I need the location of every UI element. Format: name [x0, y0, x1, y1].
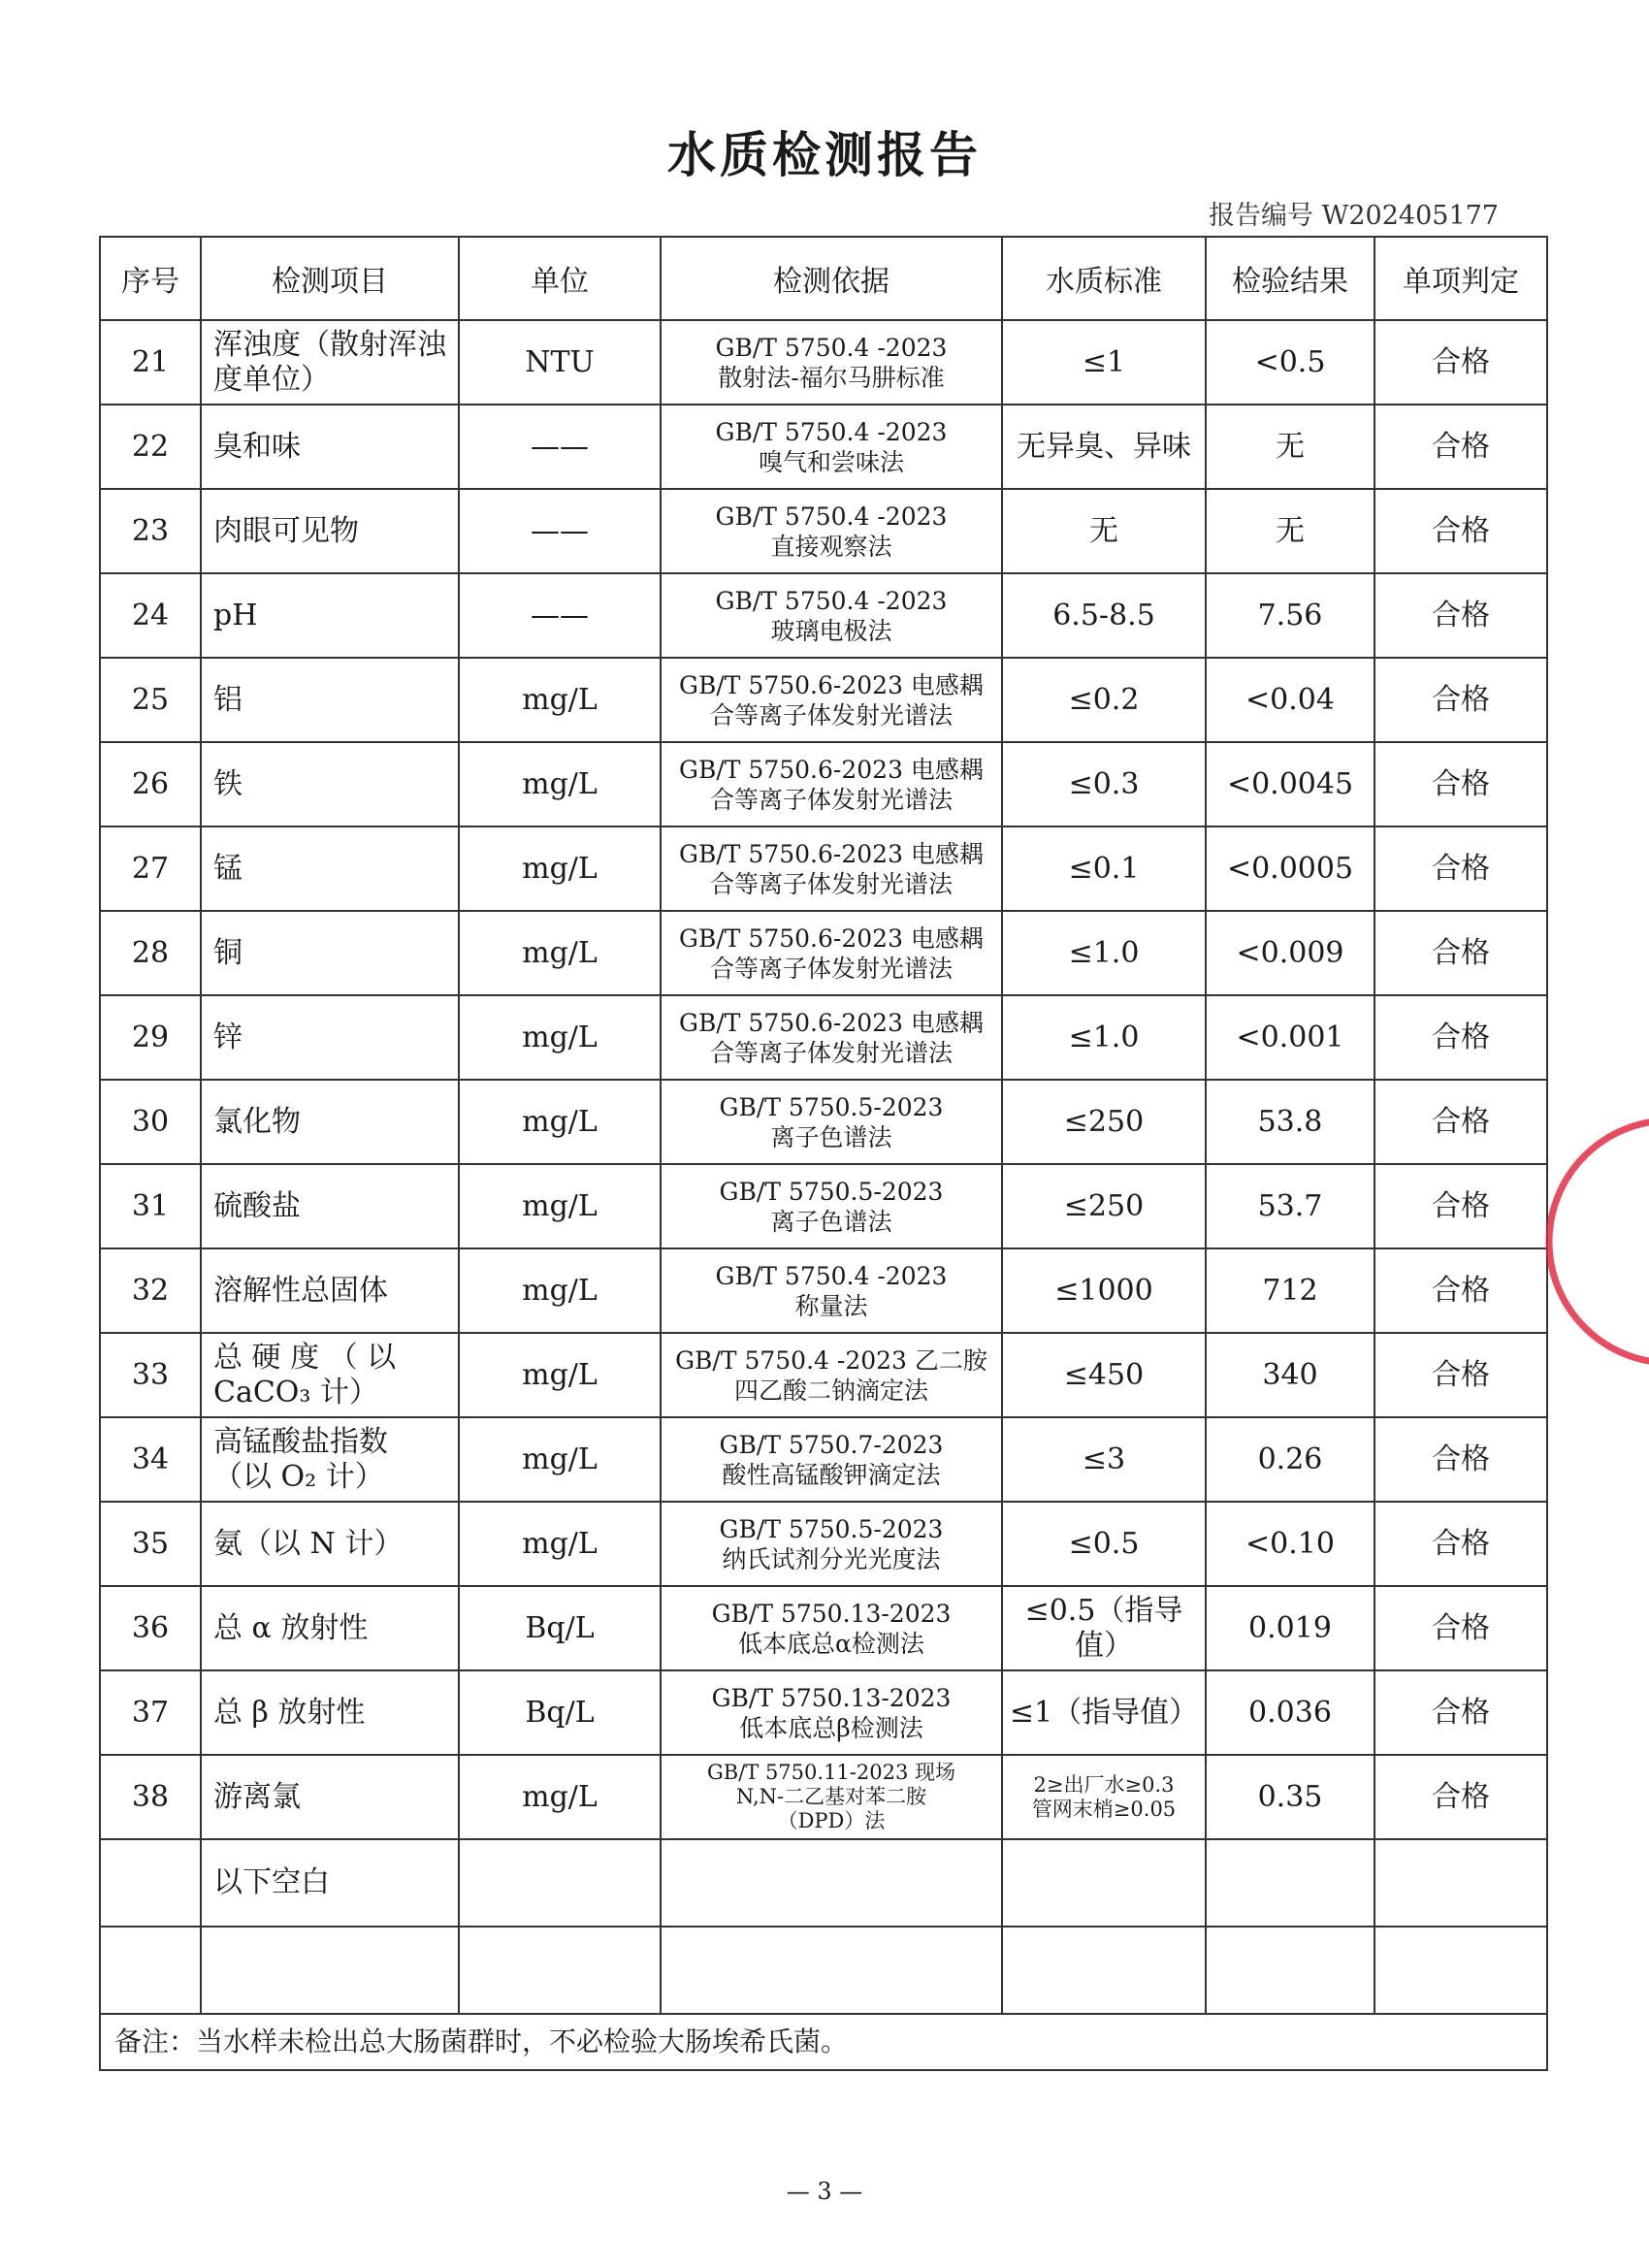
page-title: 水质检测报告 — [667, 127, 982, 183]
cell-result: 53.7 — [1206, 1164, 1374, 1248]
cell-result: 无 — [1206, 489, 1374, 573]
blank-cell — [1374, 1927, 1547, 2014]
cell-standard: ≤3 — [1002, 1417, 1206, 1502]
cell-standard: ≤0.5（指导值） — [1002, 1586, 1206, 1670]
table-row — [100, 1417, 1547, 1502]
cell-method: GB/T 5750.5-2023 离子色谱法 — [661, 1080, 1002, 1164]
cell-item: 高锰酸盐指数 （以 O₂ 计） — [201, 1417, 459, 1502]
table-row — [100, 1755, 1547, 1839]
cell-method: GB/T 5750.4 -2023 散射法-福尔马肼标准 — [661, 320, 1002, 405]
cell-no: 26 — [100, 742, 201, 826]
cell-unit: mg/L — [459, 742, 661, 826]
report-number: 报告编号 W202405177 — [1209, 201, 1499, 231]
cell-standard: ≤0.2 — [1002, 658, 1206, 742]
table-row — [100, 826, 1547, 911]
cell-result: 无 — [1206, 405, 1374, 489]
col-header-method: 检测依据 — [661, 237, 1002, 320]
cell-standard: 无 — [1002, 489, 1206, 573]
cell-item: 总 β 放射性 — [201, 1670, 459, 1755]
cell-result: 53.8 — [1206, 1080, 1374, 1164]
table-row — [100, 1670, 1547, 1755]
seal-graphic — [1515, 1096, 1649, 1387]
cell-standard: ≤250 — [1002, 1164, 1206, 1248]
cell-no: 27 — [100, 826, 201, 911]
cell-judgment: 合格 — [1374, 320, 1547, 405]
table-body — [100, 320, 1547, 1839]
cell-item: 锌 — [201, 995, 459, 1080]
cell-standard: 无异臭、异味 — [1002, 405, 1206, 489]
cell-standard: 6.5-8.5 — [1002, 573, 1206, 658]
cell-no: 29 — [100, 995, 201, 1080]
cell-no: 30 — [100, 1080, 201, 1164]
cell-no: 35 — [100, 1502, 201, 1586]
page-number: — 3 — — [786, 2178, 863, 2205]
cell-judgment: 合格 — [1374, 911, 1547, 995]
col-header-unit: 单位 — [459, 237, 661, 320]
cell-no: 33 — [100, 1333, 201, 1417]
cell-standard: ≤1.0 — [1002, 911, 1206, 995]
cell-unit: mg/L — [459, 658, 661, 742]
cell-result: 340 — [1206, 1333, 1374, 1417]
col-header-standard: 水质标准 — [1002, 237, 1206, 320]
cell-standard: ≤0.5 — [1002, 1502, 1206, 1586]
cell-result: <0.0045 — [1206, 742, 1374, 826]
cell-unit: NTU — [459, 320, 661, 405]
cell-standard: ≤0.1 — [1002, 826, 1206, 911]
cell-judgment: 合格 — [1374, 573, 1547, 658]
cell-result: 0.036 — [1206, 1670, 1374, 1755]
blank-cell — [201, 1927, 459, 2014]
blank-cell — [1002, 1839, 1206, 1927]
cell-judgment: 合格 — [1374, 1670, 1547, 1755]
table-row — [100, 1502, 1547, 1586]
cell-method: GB/T 5750.11-2023 现场 N,N-二乙基对苯二胺 （DPD）法 — [661, 1755, 1002, 1839]
table-row — [100, 1333, 1547, 1417]
cell-unit: Bq/L — [459, 1586, 661, 1670]
blank-cell — [1206, 1927, 1374, 2014]
cell-no: 32 — [100, 1248, 201, 1333]
table-row — [100, 405, 1547, 489]
table-row — [100, 995, 1547, 1080]
cell-standard: ≤250 — [1002, 1080, 1206, 1164]
remark-row — [100, 2014, 1547, 2070]
cell-method: GB/T 5750.6-2023 电感耦 合等离子体发射光谱法 — [661, 826, 1002, 911]
table-row — [100, 320, 1547, 405]
cell-no: 38 — [100, 1755, 201, 1839]
cell-item: 氯化物 — [201, 1080, 459, 1164]
blank-cell — [1002, 1927, 1206, 2014]
cell-unit: mg/L — [459, 1333, 661, 1417]
cell-standard: ≤450 — [1002, 1333, 1206, 1417]
cell-result: <0.5 — [1206, 320, 1374, 405]
cell-item: 总 α 放射性 — [201, 1586, 459, 1670]
cell-no: 36 — [100, 1586, 201, 1670]
cell-method: GB/T 5750.5-2023 纳氏试剂分光光度法 — [661, 1502, 1002, 1586]
cell-standard: 2≥出厂水≥0.3 管网末梢≥0.05 — [1002, 1755, 1206, 1839]
cell-method: GB/T 5750.13-2023 低本底总α检测法 — [661, 1586, 1002, 1670]
cell-standard: ≤1（指导值） — [1002, 1670, 1206, 1755]
cell-method: GB/T 5750.4 -2023 称量法 — [661, 1248, 1002, 1333]
cell-no: 22 — [100, 405, 201, 489]
col-header-judgment: 单项判定 — [1374, 237, 1547, 320]
table-row — [100, 573, 1547, 658]
cell-item: 铁 — [201, 742, 459, 826]
cell-unit: mg/L — [459, 911, 661, 995]
cell-judgment: 合格 — [1374, 405, 1547, 489]
cell-result: 7.56 — [1206, 573, 1374, 658]
cell-item: 臭和味 — [201, 405, 459, 489]
cell-no: 37 — [100, 1670, 201, 1755]
cell-method: GB/T 5750.13-2023 低本底总β检测法 — [661, 1670, 1002, 1755]
cell-method: GB/T 5750.4 -2023 嗅气和尝味法 — [661, 405, 1002, 489]
cell-method: GB/T 5750.4 -2023 乙二胺 四乙酸二钠滴定法 — [661, 1333, 1002, 1417]
cell-no: 21 — [100, 320, 201, 405]
cell-no: 25 — [100, 658, 201, 742]
cell-result: 0.26 — [1206, 1417, 1374, 1502]
cell-standard: ≤1.0 — [1002, 995, 1206, 1080]
cell-item: 锰 — [201, 826, 459, 911]
cell-item: 浑浊度（散射浑浊度单位） — [201, 320, 459, 405]
cell-unit: —— — [459, 405, 661, 489]
table-header-row — [100, 237, 1547, 320]
cell-no: 31 — [100, 1164, 201, 1248]
table-row — [100, 911, 1547, 995]
blank-row — [100, 1839, 1547, 1927]
blank-cell — [459, 1927, 661, 2014]
cell-item: 肉眼可见物 — [201, 489, 459, 573]
table-row — [100, 658, 1547, 742]
col-header-result: 检验结果 — [1206, 237, 1374, 320]
cell-unit: Bq/L — [459, 1670, 661, 1755]
col-header-no: 序号 — [100, 237, 201, 320]
cell-item: 铜 — [201, 911, 459, 995]
cell-unit: mg/L — [459, 1248, 661, 1333]
cell-no: 23 — [100, 489, 201, 573]
remark-text: 备注：当水样未检出总大肠菌群时，不必检验大肠埃希氏菌。 — [100, 2014, 1547, 2070]
cell-judgment: 合格 — [1374, 1417, 1547, 1502]
cell-judgment: 合格 — [1374, 1755, 1547, 1839]
cell-no: 34 — [100, 1417, 201, 1502]
cell-unit: mg/L — [459, 995, 661, 1080]
table-row — [100, 742, 1547, 826]
blank-cell — [661, 1927, 1002, 2014]
cell-method: GB/T 5750.7-2023 酸性高锰酸钾滴定法 — [661, 1417, 1002, 1502]
cell-item: pH — [201, 573, 459, 658]
cell-judgment: 合格 — [1374, 658, 1547, 742]
table-row — [100, 1164, 1547, 1248]
table-row — [100, 489, 1547, 573]
blank-cell — [661, 1839, 1002, 1927]
cell-method: GB/T 5750.6-2023 电感耦 合等离子体发射光谱法 — [661, 995, 1002, 1080]
cell-unit: mg/L — [459, 826, 661, 911]
cell-judgment: 合格 — [1374, 1586, 1547, 1670]
cell-method: GB/T 5750.6-2023 电感耦 合等离子体发射光谱法 — [661, 911, 1002, 995]
cell-judgment: 合格 — [1374, 826, 1547, 911]
table-row — [100, 1586, 1547, 1670]
blank-cell — [100, 1927, 201, 2014]
cell-method: GB/T 5750.5-2023 离子色谱法 — [661, 1164, 1002, 1248]
official-seal-stamp — [1515, 1096, 1649, 1387]
cell-unit: —— — [459, 489, 661, 573]
cell-judgment: 合格 — [1374, 489, 1547, 573]
blank-cell — [1206, 1839, 1374, 1927]
cell-result: <0.009 — [1206, 911, 1374, 995]
cell-unit: mg/L — [459, 1417, 661, 1502]
cell-standard: ≤1000 — [1002, 1248, 1206, 1333]
cell-judgment: 合格 — [1374, 1080, 1547, 1164]
blank-label: 以下空白 — [201, 1839, 459, 1927]
results-table — [99, 236, 1548, 2071]
cell-method: GB/T 5750.6-2023 电感耦 合等离子体发射光谱法 — [661, 742, 1002, 826]
cell-result: <0.10 — [1206, 1502, 1374, 1586]
cell-standard: ≤0.3 — [1002, 742, 1206, 826]
cell-unit: mg/L — [459, 1080, 661, 1164]
cell-method: GB/T 5750.4 -2023 玻璃电极法 — [661, 573, 1002, 658]
cell-judgment: 合格 — [1374, 1502, 1547, 1586]
cell-unit: —— — [459, 573, 661, 658]
cell-judgment: 合格 — [1374, 1248, 1547, 1333]
cell-unit: mg/L — [459, 1502, 661, 1586]
cell-result: <0.001 — [1206, 995, 1374, 1080]
blank-cell — [1374, 1839, 1547, 1927]
cell-no: 28 — [100, 911, 201, 995]
cell-result: <0.04 — [1206, 658, 1374, 742]
table-row — [100, 1080, 1547, 1164]
col-header-item: 检测项目 — [201, 237, 459, 320]
cell-method: GB/T 5750.6-2023 电感耦 合等离子体发射光谱法 — [661, 658, 1002, 742]
blank-row — [100, 1927, 1547, 2014]
table-row — [100, 1248, 1547, 1333]
cell-judgment: 合格 — [1374, 742, 1547, 826]
cell-result: 0.019 — [1206, 1586, 1374, 1670]
cell-no: 24 — [100, 573, 201, 658]
cell-item: 游离氯 — [201, 1755, 459, 1839]
cell-result: 712 — [1206, 1248, 1374, 1333]
cell-judgment: 合格 — [1374, 1164, 1547, 1248]
cell-item: 氨（以 N 计） — [201, 1502, 459, 1586]
cell-item: 溶解性总固体 — [201, 1248, 459, 1333]
cell-result: 0.35 — [1206, 1755, 1374, 1839]
blank-cell — [459, 1839, 661, 1927]
cell-unit: mg/L — [459, 1755, 661, 1839]
cell-unit: mg/L — [459, 1164, 661, 1248]
cell-item: 铝 — [201, 658, 459, 742]
blank-cell — [100, 1839, 201, 1927]
cell-judgment: 合格 — [1374, 1333, 1547, 1417]
cell-judgment: 合格 — [1374, 995, 1547, 1080]
cell-standard: ≤1 — [1002, 320, 1206, 405]
cell-item: 总 硬 度 （ 以 CaCO₃ 计） — [201, 1333, 459, 1417]
cell-method: GB/T 5750.4 -2023 直接观察法 — [661, 489, 1002, 573]
cell-item: 硫酸盐 — [201, 1164, 459, 1248]
cell-result: <0.0005 — [1206, 826, 1374, 911]
